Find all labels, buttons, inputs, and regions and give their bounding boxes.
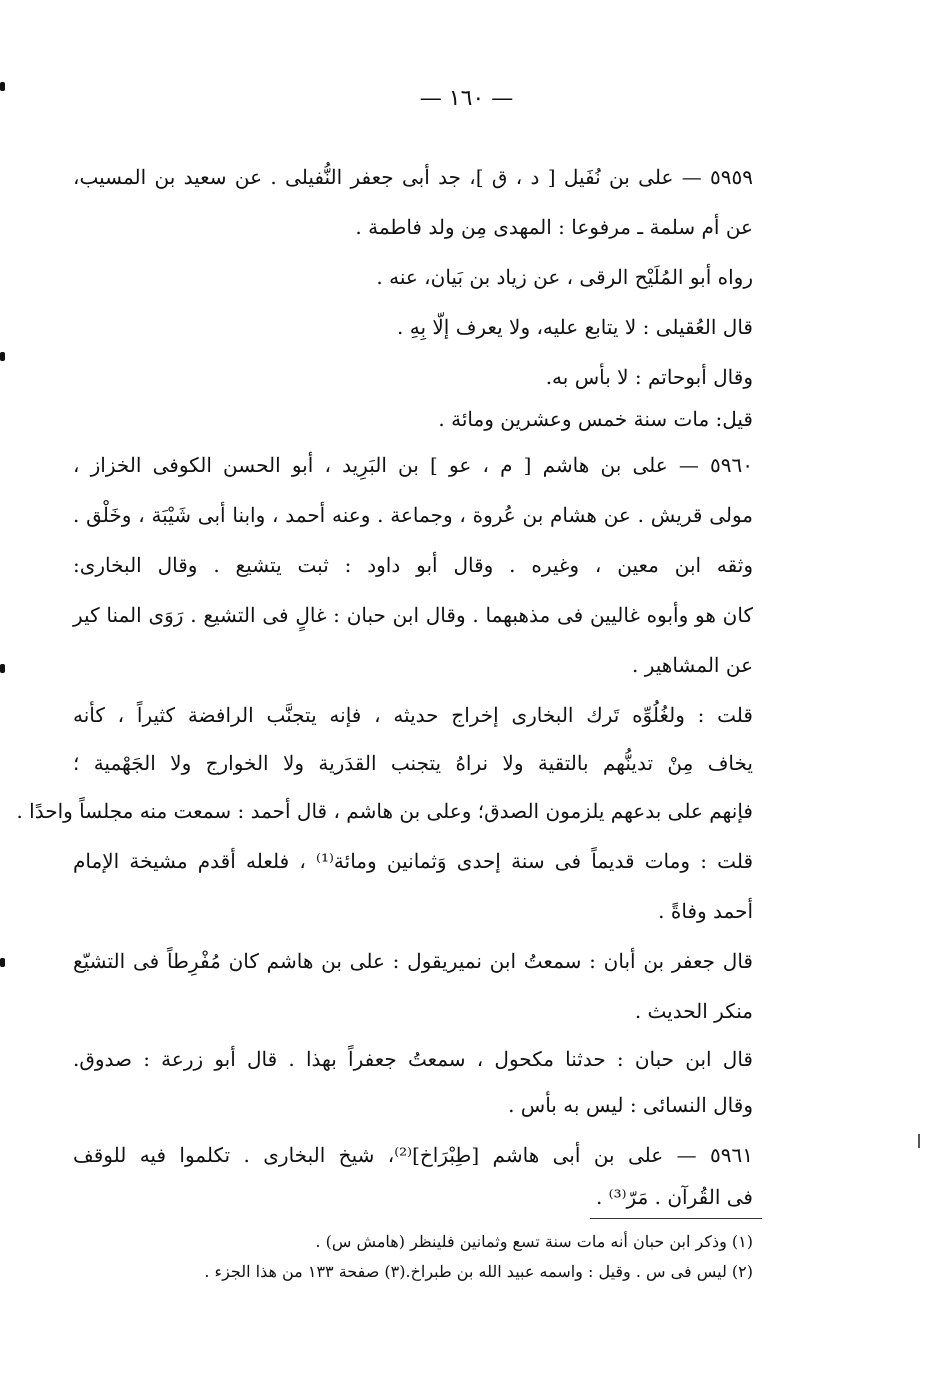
text-line: فإنهم على بدعهم يلزمون الصدق؛ وعلى بن هاشم ، قال أحمد : سمعت منه مجلساً واحدًا . xyxy=(16,799,753,823)
margin-mark xyxy=(0,82,5,91)
footnote: (١) وذكر ابن حبان أنه مات سنة تسع وثمانين فلينظر (هامش س) . xyxy=(315,1232,753,1251)
text-line: عن أم سلمة ـ مرفوعا : المهدى مِن ولد فاطمة . xyxy=(355,215,753,239)
text-line: قلت : ومات قديماً فى سنة إحدى وَثمانين ومائة⁽¹⁾ ، فلعله أقدم مشيخة الإمام xyxy=(73,849,754,873)
text-line: وقال أبوحاتم : لا بأس به. xyxy=(545,365,753,389)
text-line: قلت : ولغُلُوِّه تَرك البخارى إخراج حديثه ، فإنه يتجنَّب الرافضة كثيراً ، كأنه xyxy=(73,703,753,727)
text-line: ٥٩٥٩ — على بن نُفَيل [ د ، ق ]، جد أبى جعفر النُّفيلى . عن سعيد بن المسيب، xyxy=(73,165,753,189)
text-line: يخاف مِنْ تدينُّهم بالتقية ولا نراهُ يتجنب القدَرية ولا الخوارج ولا الجَهْمية ؛ xyxy=(73,751,753,775)
margin-mark xyxy=(0,664,5,673)
page-number: — ١٦٠ — xyxy=(419,86,514,111)
text-line: منكر الحديث . xyxy=(634,999,753,1023)
text-line: قال ابن حبان : حدثنا مكحول ، سمعتُ جعفراً بهذا . قال أبو زرعة : صدوق. xyxy=(73,1047,753,1071)
text-line: رواه أبو المُلَيْح الرقى ، عن زياد بن بَيان، عنه . xyxy=(376,265,753,289)
text-line: وثقه ابن معين ، وغيره . وقال أبو داود : ثبت يتشيع . وقال البخارى: xyxy=(73,553,753,577)
margin-tick xyxy=(918,1134,920,1148)
text-line: ٥٩٦٠ — على بن هاشم [ م ، عو ] بن البَرِيد ، أبو الحسن الكوفى الخزاز ، xyxy=(73,453,753,477)
text-line: قال جعفر بن أبان : سمعتُ ابن نميريقول : على بن هاشم كان مُفْرِطاً فى التشيّع xyxy=(73,949,753,973)
text-line: فى القُرآن . مَرّ⁽³⁾ . xyxy=(595,1185,753,1209)
footnote: (٢) ليس فى س . وقيل : واسمه عبيد الله بن طبراخ.(٣) صفحة ١٣٣ من هذا الجزء . xyxy=(204,1262,753,1281)
text-line: ٥٩٦١ — على بن أبى هاشم [طِبْرَاخ]⁽²⁾، شيخ البخارى . تكلموا فيه للوقف xyxy=(73,1143,753,1167)
text-line: قال العُقيلى : لا يتابع عليه، ولا يعرف إلّا بِهِ . xyxy=(397,315,753,339)
text-line: أحمد وفاةً . xyxy=(658,899,753,923)
margin-mark xyxy=(0,958,5,967)
text-line: كان هو وأبوه غاليين فى مذهبهما . وقال ابن حبان : غالٍ فى التشيع . رَوَى المنا كير xyxy=(73,603,753,627)
text-line: عن المشاهير . xyxy=(632,653,753,677)
text-line: مولى قريش . عن هشام بن عُروة ، وجماعة . وعنه أحمد ، وابنا أبى شَيْبَة ، وخَلْق . xyxy=(73,503,753,527)
footnote-divider xyxy=(590,1218,762,1219)
text-line: قيل: مات سنة خمس وعشرين ومائة . xyxy=(438,407,753,431)
margin-mark xyxy=(0,352,5,361)
text-line: وقال النسائى : ليس به بأس . xyxy=(508,1093,753,1117)
